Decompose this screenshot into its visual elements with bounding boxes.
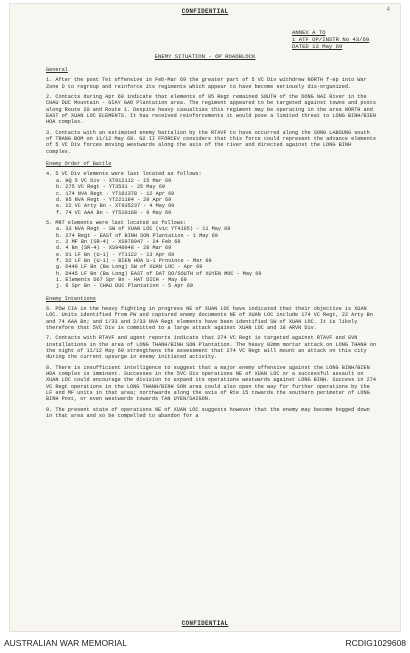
document-page bbox=[9, 3, 401, 632]
list-item: c. 174 NVA Regt - YT101378 - 12 Apr 69 bbox=[56, 190, 175, 197]
paragraph: 1. After the post Tet offensive in Feb-Mar 69 the greater part of 5 VC Div withdrew NORTH f-ep into War Zone D to regroup and reinforce its regiments which appear to have become seriously dis-organized. bbox=[46, 77, 367, 90]
classification-bottom: CONFIDENTIAL bbox=[181, 619, 229, 627]
list-item: h. D445 LF Bn (Ba Long) EAST of DAT DO/SOUTH of XUYEN MOC - May 69 bbox=[56, 270, 262, 277]
list-item: a. HQ 5 VC Div - XT912112 - 15 Mar 69 bbox=[56, 177, 172, 184]
reference-line: DATED 13 May 69 bbox=[292, 43, 343, 50]
list-item: d. 4 Bn (SR-4) - XS940948 - 28 Mar 69 bbox=[56, 245, 172, 252]
reference-block bbox=[292, 29, 369, 50]
section-heading: Enemy Intentions bbox=[46, 295, 96, 302]
section-heading: General bbox=[46, 67, 68, 73]
paragraph: 5. MR7 elements were last located as follows: bbox=[46, 219, 187, 226]
section-heading: Enemy Order of Battle bbox=[46, 161, 112, 168]
reference-line: 1 ATF OP/INSTR No 43/69 bbox=[292, 36, 370, 43]
classification-top: CONFIDENTIAL bbox=[181, 8, 229, 15]
list-item: c. 2 MF Bn (SR-4) - XS978947 - 24 Feb 69 bbox=[56, 238, 181, 245]
list-item: e. D1 LF Bn (U-1) - YT1122 - 13 Apr 69 bbox=[56, 251, 175, 258]
list-item: g. D440 LF Bn (Ba Long) SW of XUAN LOC - Apr 69 bbox=[56, 264, 203, 271]
list-item: d. 95 NVA Regt - YT221184 - 29 Apr 69 bbox=[56, 196, 172, 203]
list-item: b. 275 VC Regt - YT3531 - 25 May 69 bbox=[56, 184, 165, 191]
archive-name: AUSTRALIAN WAR MEMORIAL bbox=[4, 638, 127, 648]
page-corner-mark: 4 bbox=[386, 6, 390, 13]
list-item: e. 22 VC Arty Bn - XT935237 - 4 May 69 bbox=[56, 203, 175, 210]
list-item: j. 6 Spr Bn - CHAU DUC Plantation - 5 Apr 69 bbox=[56, 283, 193, 290]
record-id: RCDIG1029608 bbox=[345, 638, 406, 648]
paragraph: 3. Contacts with an estimated enemy battalion by the RTAVF to have occurred along the SONG LABOUNG south of TRANG BOM on 11/12 May 69. G2 II FFORCEV considers that this force could represent the advance elements of 5 VC Div forces moving westwards along the axis of the river and directed against the LONG BINH complex. bbox=[46, 129, 376, 155]
list-item: f. D2 LF Bn (U-1) - BIEN HOA U-1 Province - Mar 69 bbox=[56, 257, 212, 264]
paragraph: 2. Contacts during Apr 69 indicate that elements of 95 Regt remained SOUTH of the DONG NAI River in the CHAU DUC Mountain - GIAY GAO Plantation area. The regiment appeared to be targeted against towns and posts along Route 20 and Route 1. Despite heavy casualties this regiment may be operating in the area NORTH and EAST of XUAN LOC ELEMENTS. It has received reinforcements it would pose a limited threat to LONG BINH/BIEN HOA complex. bbox=[46, 94, 376, 126]
document-title: ENEMY SITUATION - OP ROADBLOCK bbox=[154, 53, 256, 60]
list-item: f. 74 VC AAA Bn - YT510168 - 9 May 69 bbox=[56, 209, 172, 216]
paragraph: 4. 5 VC Div elements were last located as follows: bbox=[46, 171, 202, 178]
paragraph: 6. POW CIA in the heavy fighting in progress NE of XUAN LOC have indicated that their objective is XUAN LOC. Units identified from PW and captured enemy documents NE of XUAN LOC include 174 VC Regt, 22 Arty Bn and 74 AAA Bn; and 1/33 and 2/33 NVA Regt elements have been identified SW of XUAN LOC. It is likely therefore that 5VC Div is committed to a large attack against XUAN LOC and 18 ARVN Div. bbox=[46, 306, 373, 332]
archive-footer bbox=[0, 632, 410, 653]
paragraph: 8. There is insufficient intelligence to suggest that a major enemy offensive against the LONG BINH/BIEN HOA complex is imminent. Successes in the 5VC Div operations NE of XUAN LOC or a successful assault on XUAN LOC could encourage the division to expand its operations westwards against LONG BINH. Success in 274 VC Regt operations in the LONG THANH/BINH SON area could also open the way for further operations by the LF and MF units in that area; northwards along the axis of Rte 15 towards the southern perimeter of LONG BINH Post, or even westwards towards TAN UYEN/SAIGON. bbox=[46, 364, 376, 403]
list-item: a. 33 NVA Regt - SW of XUAN LOC (vic YT4105) - 11 May 69 bbox=[56, 226, 231, 233]
list-item: b. 274 Regt - EAST of BINH SON Plantation - 1 May 69 bbox=[56, 232, 218, 239]
document-body bbox=[46, 61, 376, 420]
paragraph: 9. The present state of operations NE of XUAN LOC suggests however that the enemy may become bogged down in that area and so be compelled to abandon for a bbox=[46, 406, 370, 420]
list-item: i. Elements D67 Spr Bn - HAT DICH - May 69 bbox=[56, 276, 187, 283]
paragraph: 7. Contacts with RTAVF and agent reports indicate that 274 VC Regt is targeted against RTAVF and GVN installations in the area of LONG THANH/BINH SON Plantation. The heavy 82mm mortar attack on LONG THANH on the night of 11/12 May 69 strengthens the assessment that 274 VC Regt will mount an attack on this city during the current upsurge in enemy initiated activity. bbox=[46, 335, 376, 361]
reference-line: ANNEX A TO bbox=[292, 29, 326, 36]
